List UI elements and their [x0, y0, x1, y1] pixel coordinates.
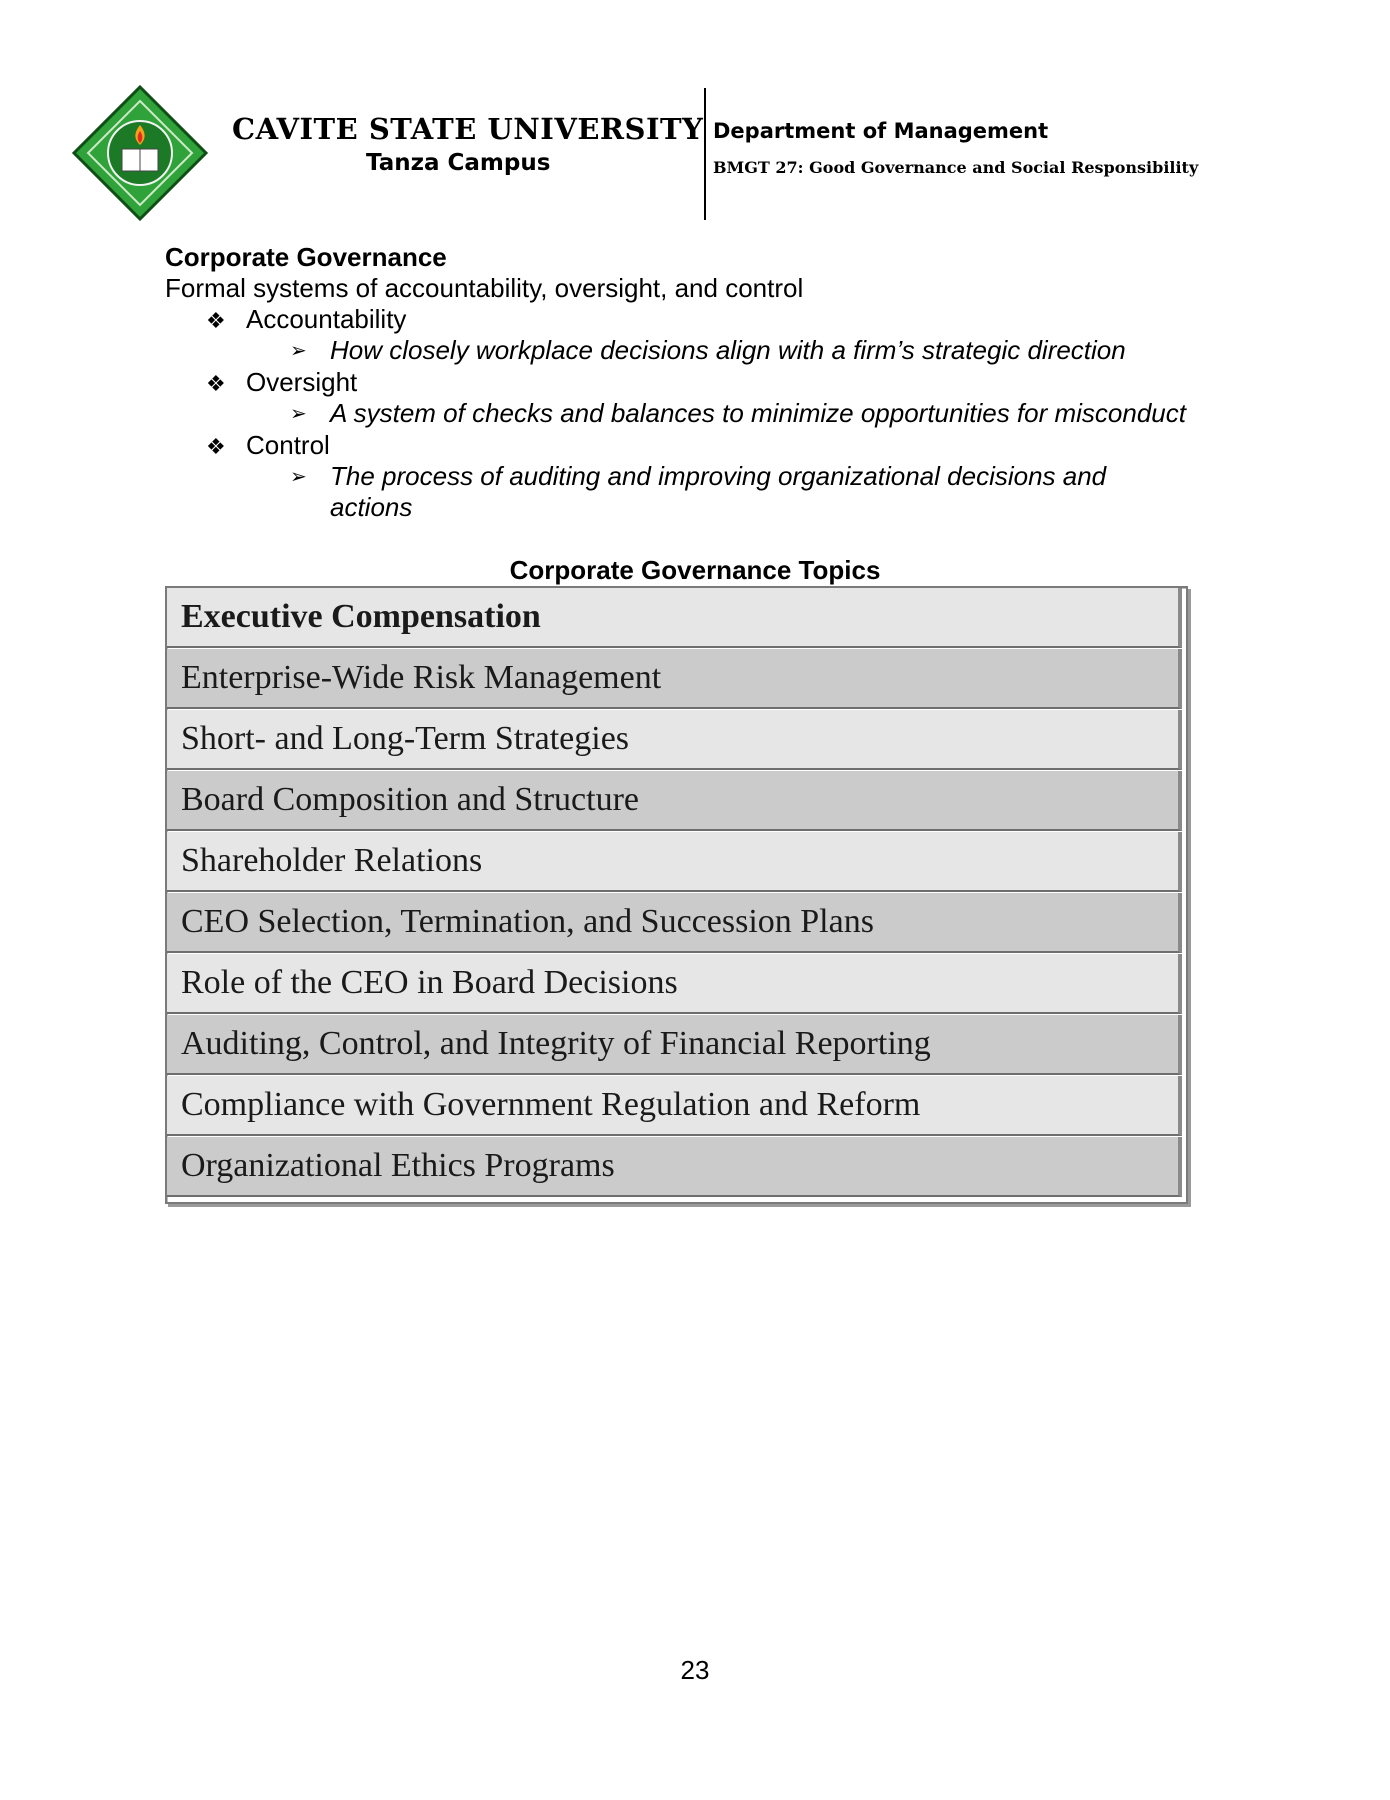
header-divider — [704, 88, 706, 220]
table-row: Organizational Ethics Programs — [167, 1137, 1182, 1197]
bullet-label: Control — [246, 430, 330, 460]
university-name: CAVITE STATE UNIVERSITY — [232, 112, 704, 146]
diamond-bullet-icon: ❖ — [206, 372, 226, 397]
table-row: CEO Selection, Termination, and Succession Plans — [167, 893, 1182, 953]
bullet-item — [206, 430, 330, 461]
table-row: Role of the CEO in Board Decisions — [167, 954, 1182, 1014]
sub-bullet-text: The process of auditing and improving organizational decisions and — [330, 461, 1107, 491]
arrow-bullet-icon: ➢ — [290, 401, 307, 425]
table-row: Executive Compensation — [167, 588, 1182, 648]
table-row: Compliance with Government Regulation and Reform — [167, 1076, 1182, 1136]
campus-name: Tanza Campus — [366, 150, 551, 176]
table-row: Shareholder Relations — [167, 832, 1182, 892]
table-row: Board Composition and Structure — [167, 771, 1182, 831]
bullet-label: Oversight — [246, 367, 358, 397]
sub-bullet — [290, 398, 1186, 429]
section-intro: Formal systems of accountability, oversight, and control — [165, 273, 804, 303]
sub-bullet-text: actions — [330, 492, 413, 522]
university-logo — [72, 85, 208, 221]
table-row: Auditing, Control, and Integrity of Financial Reporting — [167, 1015, 1182, 1075]
diamond-bullet-icon: ❖ — [206, 435, 226, 460]
department-name: Department of Management — [713, 119, 1049, 143]
diamond-bullet-icon: ❖ — [206, 309, 226, 334]
bullet-item — [206, 367, 357, 398]
section-heading: Corporate Governance — [165, 242, 447, 272]
topics-title: Corporate Governance Topics — [509, 555, 881, 585]
sub-bullet-text: A system of checks and balances to minimize opportunities for misconduct — [330, 398, 1186, 428]
table-row: Enterprise-Wide Risk Management — [167, 649, 1182, 709]
page-number: 23 — [680, 1655, 710, 1685]
arrow-bullet-icon: ➢ — [290, 338, 307, 362]
arrow-bullet-icon: ➢ — [290, 464, 307, 488]
sub-bullet — [290, 335, 1126, 366]
sub-bullet — [290, 461, 1106, 523]
sub-bullet-text: How closely workplace decisions align with a firm’s strategic direction — [330, 335, 1126, 365]
bullet-label: Accountability — [246, 304, 407, 334]
table-row: Short- and Long-Term Strategies — [167, 710, 1182, 770]
bullet-item — [206, 304, 406, 335]
course-title: BMGT 27: Good Governance and Social Responsibility — [713, 158, 1199, 177]
topics-table — [165, 586, 1188, 1204]
